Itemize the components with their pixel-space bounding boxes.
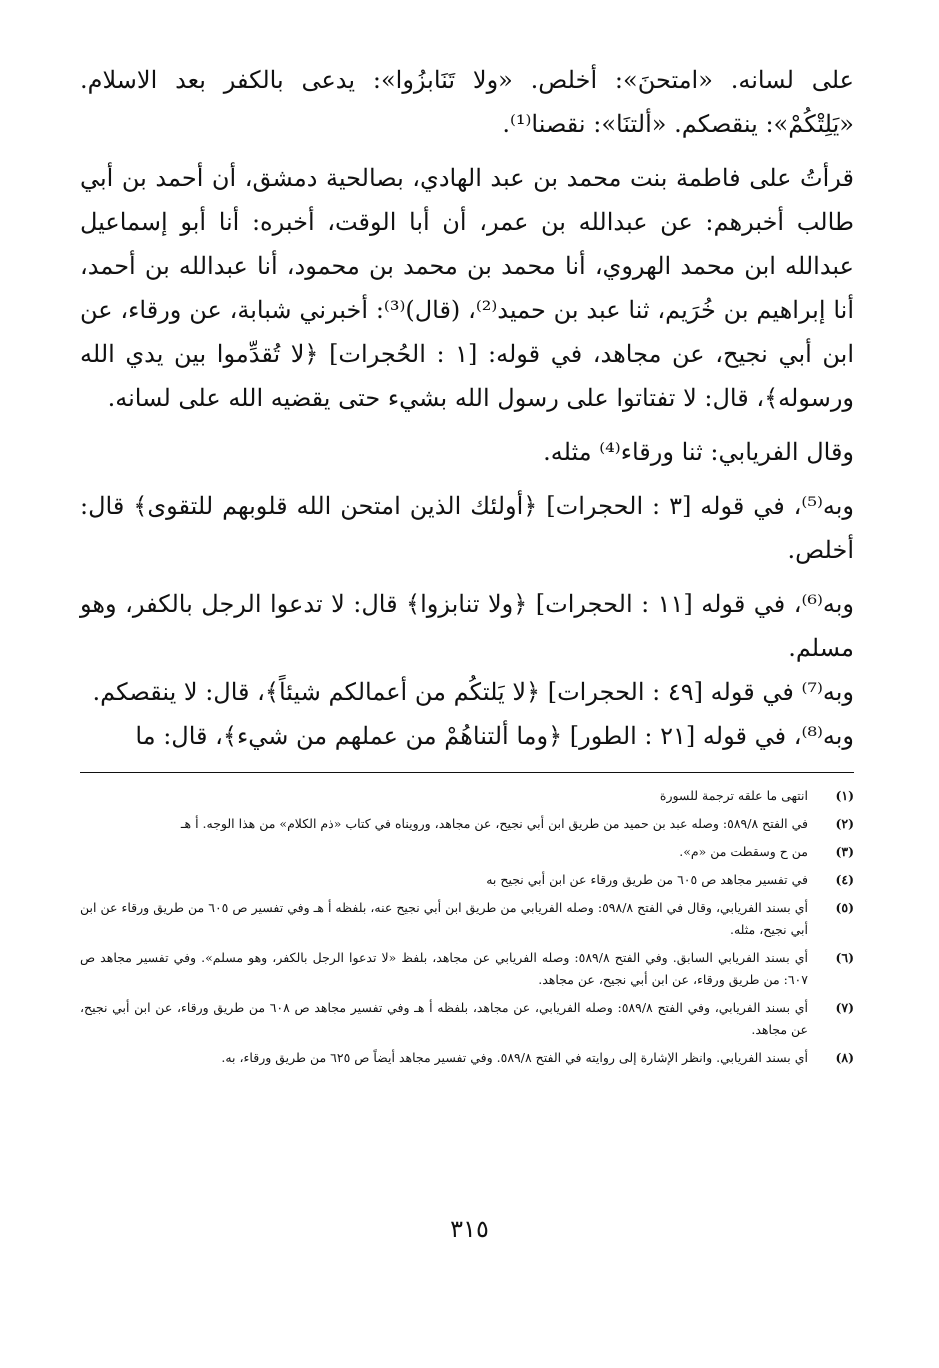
paragraph-hujurat-49: وبه⁽⁷⁾ في قوله [٤٩ : الحجرات] ﴿لا يَلتكُم من أعمالكم شيئاً﴾، قال: لا ينقصكم. (92, 678, 854, 706)
footnote-divider (80, 772, 854, 773)
footnote-number: (٧) (835, 1000, 854, 1015)
paragraph-glossary: على لسانه. «امتحنَ»: أخلص. «ولا تَنَابزُوا»: يدعى بالكفر بعد الاسلام. «يَلِتْكُمْ»: ينقصكم. «ألتنَا»: نقصنا⁽¹⁾. (80, 66, 854, 138)
footnote-number: (٣) (835, 844, 854, 859)
footnote-text: أي بسند الفريابي، وفي الفتح ٥٨٩/٨: وصله الفريابي، عن مجاهد، بلفظه أ هـ وفي تفسير مجاهد ص ٦٠٨ من طريق ورقاء، عن ابن أبي نجيح، عن مجاهد. (80, 1000, 808, 1037)
footnote-text: في تفسير مجاهد ص ٦٠٥ من طريق ورقاء عن ابن أبي نجيح به (486, 872, 808, 887)
footnote (80, 1047, 854, 1069)
book-page (80, 58, 854, 1075)
footnote-text: في الفتح ٥٨٩/٨: وصله عبد بن حميد من طريق ابن أبي نجيح، عن مجاهد، ورويناه في كتاب «ذم الكلام» من هذا الوجه. أ هـ (180, 816, 808, 831)
footnote-number: (٢) (835, 816, 854, 831)
footnote (80, 813, 854, 835)
footnote-number: (٥) (835, 900, 854, 915)
footnote-text: أي بسند الفريابي. وانظر الإشارة إلى روايته في الفتح ٥٨٩/٨. وفي تفسير مجاهد أيضاً ص ٦٢٥ من طريق ورقاء، به. (221, 1050, 808, 1065)
paragraph-hujurat-3: وبه⁽⁵⁾، في قوله [٣ : الحجرات] ﴿أولئك الذين امتحن الله قلوبهم للتقوى﴾ قال: أخلص. (80, 492, 854, 564)
footnote (80, 785, 854, 807)
footnote-text: أي بسند الفريابي، وقال في الفتح ٥٩٨/٨: وصله الفريابي من طريق ابن أبي نجيح عنه، بلفظه أ هـ وفي تفسير ص ٦٠٥ من طريق ورقاء عن ابن أبي نجيح، مثله. (80, 900, 808, 937)
footnote (80, 897, 854, 941)
footnote-text: أي بسند الفريابي السابق. وفي الفتح ٥٨٩/٨: وصله الفريابي عن مجاهد، بلفظ «لا تدعوا الرجل بالكفر، وهو مسلم». وفي تفسير مجاهد ص ٦٠٧: من طريق ورقاء، عن ابن أبي نجيح، عن مجاهد. (80, 950, 808, 987)
footnote (80, 997, 854, 1041)
footnote-number: (١) (835, 788, 854, 803)
footnote-text: انتهى ما علقه ترجمة للسورة (659, 788, 808, 803)
footnote (80, 869, 854, 891)
footnote-text: من ح وسقطت من «م». (679, 844, 808, 859)
footnote (80, 947, 854, 991)
footnote-number: (٤) (835, 872, 854, 887)
paragraph-tur-21: وبه⁽⁸⁾، في قوله [٢١ : الطور] ﴿وما ألتناهُمْ من عملهم من شيء﴾، قال: ما (135, 722, 854, 750)
footnote-number: (٦) (835, 950, 854, 965)
paragraph-faryabi: وقال الفريابي: ثنا ورقاء⁽⁴⁾ مثله. (543, 438, 854, 466)
paragraph-hujurat-11: وبه⁽⁶⁾، في قوله [١١ : الحجرات] ﴿ولا تنابزوا﴾ قال: لا تدعوا الرجل بالكفر، وهو مسلم. (80, 590, 855, 662)
footnote (80, 841, 854, 863)
main-text (80, 58, 854, 758)
page-number: ٣١٥ (450, 1215, 489, 1243)
paragraph-isnad: قرأتُ على فاطمة بنت محمد بن عبد الهادي، بصالحية دمشق، أن أحمد بن أبي طالب أخبرهم: عن عبدالله بن عمر، أن أبا الوقت، أخبره: أنا أبو إسماعيل عبدالله ابن محمد الهروي، أنا محمد بن محمد بن محمود، أنا عبدالله بن أحمد، أنا إبراهيم بن خُرَيم، ثنا عبد بن حميد⁽²⁾، (قال)⁽³⁾: أخبرني شبابة، عن ورقاء، عن ابن أبي نجيح، عن مجاهد، في قوله: [١ : الحُجرات] ﴿لا تُقدِّموا بين يدي الله ورسوله﴾، قال: لا تفتاتوا على رسول الله بشيء حتى يقضيه الله على لسانه. (80, 164, 854, 412)
footnotes (80, 785, 854, 1069)
footnote-number: (٨) (835, 1050, 854, 1065)
